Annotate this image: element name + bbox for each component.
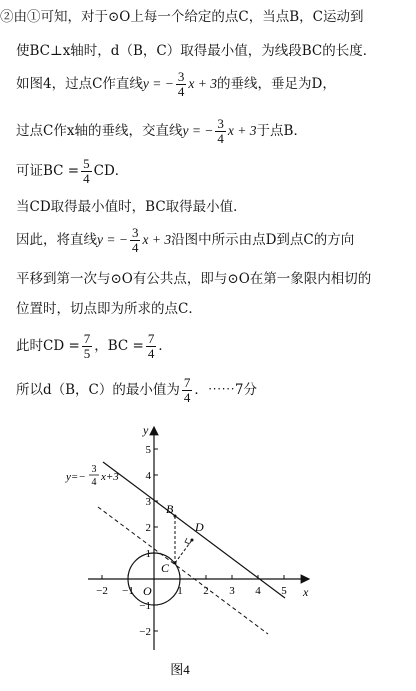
- text-line-6: 当CD取得最小值时，BC取得最小值．: [16, 199, 247, 215]
- text-seg: 因此，将直线: [16, 232, 97, 248]
- y-tick-label: −1: [139, 600, 151, 612]
- frac-num: 7: [183, 375, 191, 390]
- eq-seg: y = −: [142, 76, 174, 91]
- label-d: D: [195, 520, 204, 534]
- x-tick-label: −2: [96, 585, 108, 597]
- text-seg: 可证BC =: [16, 163, 80, 179]
- frac-den: 4: [183, 390, 191, 405]
- x-tick-label: 2: [203, 585, 209, 597]
- x-tick-label: −1: [122, 585, 134, 597]
- text-seg: ，BC =: [94, 338, 144, 354]
- x-tick-label: 1: [177, 585, 183, 597]
- text-seg: ．⋯⋯7分: [194, 382, 257, 398]
- tangent-line: [98, 507, 268, 634]
- figure-caption: 图4: [170, 662, 190, 677]
- x-tick-label: 3: [229, 585, 235, 597]
- eq-seg: x + 3: [227, 123, 257, 138]
- point-c: [174, 562, 177, 565]
- eq-seg: y = −: [182, 123, 214, 138]
- frac-den: 4: [83, 171, 90, 186]
- y-tick-label: 2: [145, 522, 151, 534]
- frac-num: 3: [217, 116, 224, 131]
- text-line-2: 使BC⊥x轴时，d（B，C）取得最小值，为线段BC的长度．: [16, 43, 377, 59]
- frac-num: 3: [177, 69, 185, 84]
- eq-seg: y = −: [97, 232, 128, 247]
- label-c: C: [161, 561, 170, 575]
- line-label-num: 3: [91, 464, 97, 475]
- text-line-1: ②由①可知，对于⊙O上每一个给定的点C，当点B，C运动到: [0, 9, 364, 25]
- line-label-suffix: x+3: [101, 471, 119, 483]
- frac-num: 3: [131, 225, 139, 240]
- line-label-den: 4: [91, 477, 97, 488]
- y-axis-label: y: [143, 423, 149, 437]
- line-label-prefix: y=−: [66, 471, 86, 483]
- eq-seg: x + 3: [142, 232, 172, 247]
- eq-seg: x + 3: [188, 76, 217, 91]
- frac-den: 4: [131, 240, 139, 255]
- right-angle-mark: [185, 538, 190, 544]
- text-seg: ．: [158, 338, 172, 354]
- y-tick-label: 4: [145, 470, 151, 482]
- point-d: [191, 539, 194, 542]
- text-seg: 此时CD =: [16, 338, 80, 354]
- text-seg: 沿图中所示由点D到点C的方向: [171, 232, 355, 248]
- y-tick-label: 1: [145, 548, 151, 560]
- frac-den: 4: [217, 131, 224, 146]
- frac-num: 7: [83, 331, 91, 346]
- text-seg: CD．: [93, 163, 129, 179]
- origin-label: O: [143, 584, 152, 598]
- text-seg: 所以d（B，C）的最小值为: [16, 382, 180, 398]
- label-b: B: [166, 502, 174, 516]
- text-seg: 的垂线，垂足为D，: [217, 76, 336, 92]
- y-tick-label: −2: [139, 626, 151, 638]
- text-line-8: 平移到第一次与⊙O有公共点，即与⊙O在第一象限内相切的: [16, 271, 372, 287]
- point-b: [174, 515, 177, 518]
- line-y-eq: [103, 462, 285, 598]
- text-seg: 过点C作x轴的垂线，交直线: [16, 123, 183, 139]
- frac-num: 5: [83, 156, 90, 171]
- y-tick-label: 3: [145, 496, 151, 508]
- text-seg: 于点B．: [256, 123, 307, 139]
- frac-den: 4: [147, 346, 155, 361]
- frac-den: 5: [83, 346, 91, 361]
- x-axis-label: x: [303, 585, 309, 599]
- x-tick-label: 4: [255, 585, 261, 597]
- x-tick-label: 5: [281, 585, 287, 597]
- frac-num: 7: [147, 331, 155, 346]
- text-line-9: 位置时，切点即为所求的点C．: [16, 301, 202, 317]
- frac-den: 4: [177, 84, 185, 99]
- y-tick-label: 5: [145, 444, 151, 456]
- text-seg: 如图4，过点C作直线: [16, 76, 143, 92]
